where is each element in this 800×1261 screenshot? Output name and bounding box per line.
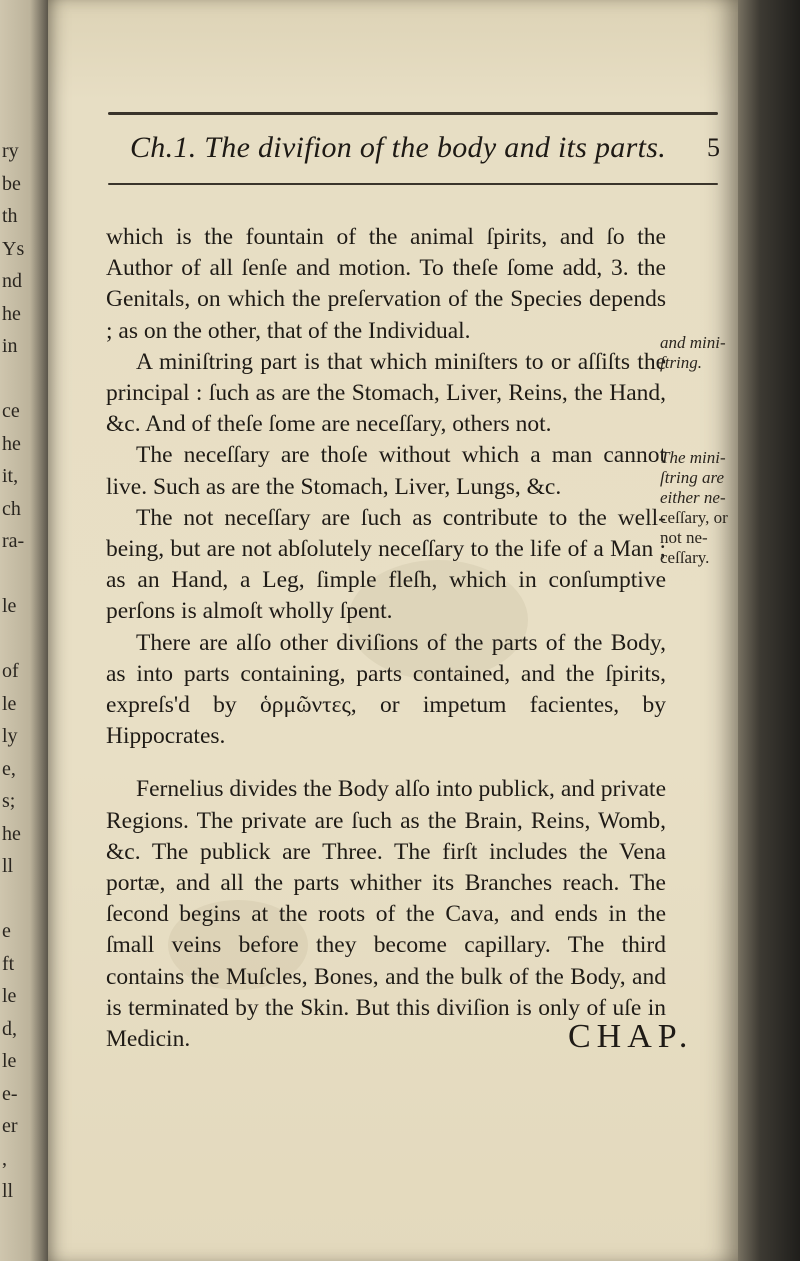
facing-page-fragment: Ys [2, 237, 25, 260]
facing-page-fragment: ly [2, 725, 18, 747]
paragraph: The neceſſary are thoſe without which a man cannot live. Such as are the Stomach, Liver, Lungs, &c. [106, 442, 666, 500]
running-head [130, 131, 720, 171]
page-number: 5 [707, 133, 720, 162]
facing-page-fragment: ra- [2, 530, 25, 552]
header-rule-top [108, 112, 718, 115]
margin-note-line: ſtring are [660, 468, 725, 487]
margin-note-line: either ne- [660, 488, 726, 507]
header-rule-bottom [108, 183, 718, 185]
paragraph: Fernelius divides the Body alſo into publick, and private Regions. The private are ſuch as the Brain, Reins, Womb, &c. The publick are Three. The firſt includes the Vena portæ, and all the parts whither its Branches reach. The ſecond begins at the roots of the Cava, and ends in the ſmall veins before they become capillary. The third contains the Muſcles, Bones, and the bulk of the Body, and is terminated by the Skin. But this diviſion is only of uſe in Medicin. [106, 776, 666, 1053]
paragraph: which is the fountain of the animal ſpirits, and ſo the Author of all ſenſe and motion. To theſe ſome add, 3. the Genitals, on which the preſervation of the Species depends ; as on the other, that of the Individual. [106, 224, 666, 344]
facing-page-fragment: th [2, 205, 18, 227]
facing-page-fragment: le [2, 692, 17, 715]
facing-page-fragment: le [2, 1050, 17, 1072]
facing-page-edge [0, 0, 48, 1261]
catchword: CHAP. [568, 1018, 694, 1055]
facing-page-fragment: s; [2, 790, 16, 812]
facing-page-fragment: he [2, 302, 21, 325]
facing-page-fragment: le [2, 595, 17, 617]
facing-page-fragment [2, 628, 32, 650]
facing-page-fragment: of [2, 660, 19, 682]
facing-page-fragment: ll [2, 855, 14, 877]
margin-note-line: ceſſary. [660, 548, 710, 567]
facing-page-fragment: d, [2, 1017, 17, 1040]
margin-note-line: ceſſary, or [660, 508, 728, 527]
paragraph: The not neceſſary are ſuch as contribute to the well-being, but are not abſolutely neceſſary to the life of a Man ; as an Hand, a Leg, ſimple fleſh, which in conſumptive perſons is almoſt wholly ſpent. [106, 504, 666, 625]
facing-page-fragment: he [2, 822, 21, 845]
paragraph: A miniſtring part is that which miniſters to or aſſiſts the principal : ſuch as are the Stomach, Liver, Reins, the Hand, &c. And of theſe ſome are neceſſary, others not. [106, 348, 666, 438]
margin-note-line: The mini- [660, 448, 726, 467]
facing-page-fragment: ry [2, 140, 19, 162]
facing-page-fragment: be [2, 172, 21, 195]
margin-note-line: ſtring. [660, 353, 703, 372]
facing-page-fragment: ch [2, 497, 21, 520]
facing-page-fragment: he [2, 432, 21, 455]
facing-page-fragment: it, [2, 465, 19, 487]
facing-page-fragment: e [2, 920, 11, 942]
margin-note [660, 448, 760, 568]
facing-page-fragment: ll [2, 1180, 14, 1202]
facing-page-fragment [2, 368, 32, 390]
facing-page-fragment: le [2, 985, 17, 1007]
facing-page-fragment: ce [2, 400, 20, 422]
facing-page-fragment: , [2, 1147, 7, 1170]
facing-page-fragment: in [2, 335, 18, 357]
paragraph: There are alſo other diviſions of the parts of the Body, as into parts containing, parts contained, and the ſpirits, expreſs'd by ὁρμῶντες, or impetum facientes, by Hippocrates. [106, 629, 666, 750]
facing-page-fragment: e- [2, 1082, 18, 1105]
body-text [106, 222, 666, 1055]
margin-note-line: and mini- [660, 333, 726, 352]
facing-page-fragment: er [2, 1115, 18, 1137]
margin-note-line: not ne- [660, 528, 708, 547]
running-head-title: Ch.1. The divifion of the body and its parts. [130, 131, 666, 164]
book-page [48, 0, 738, 1261]
facing-page-fragment: ft [2, 952, 15, 975]
facing-page-fragment [2, 888, 32, 910]
facing-page-fragment [2, 563, 32, 585]
facing-page-fragment: e, [2, 757, 16, 780]
facing-page-fragment: nd [2, 270, 22, 292]
margin-note [660, 333, 760, 373]
